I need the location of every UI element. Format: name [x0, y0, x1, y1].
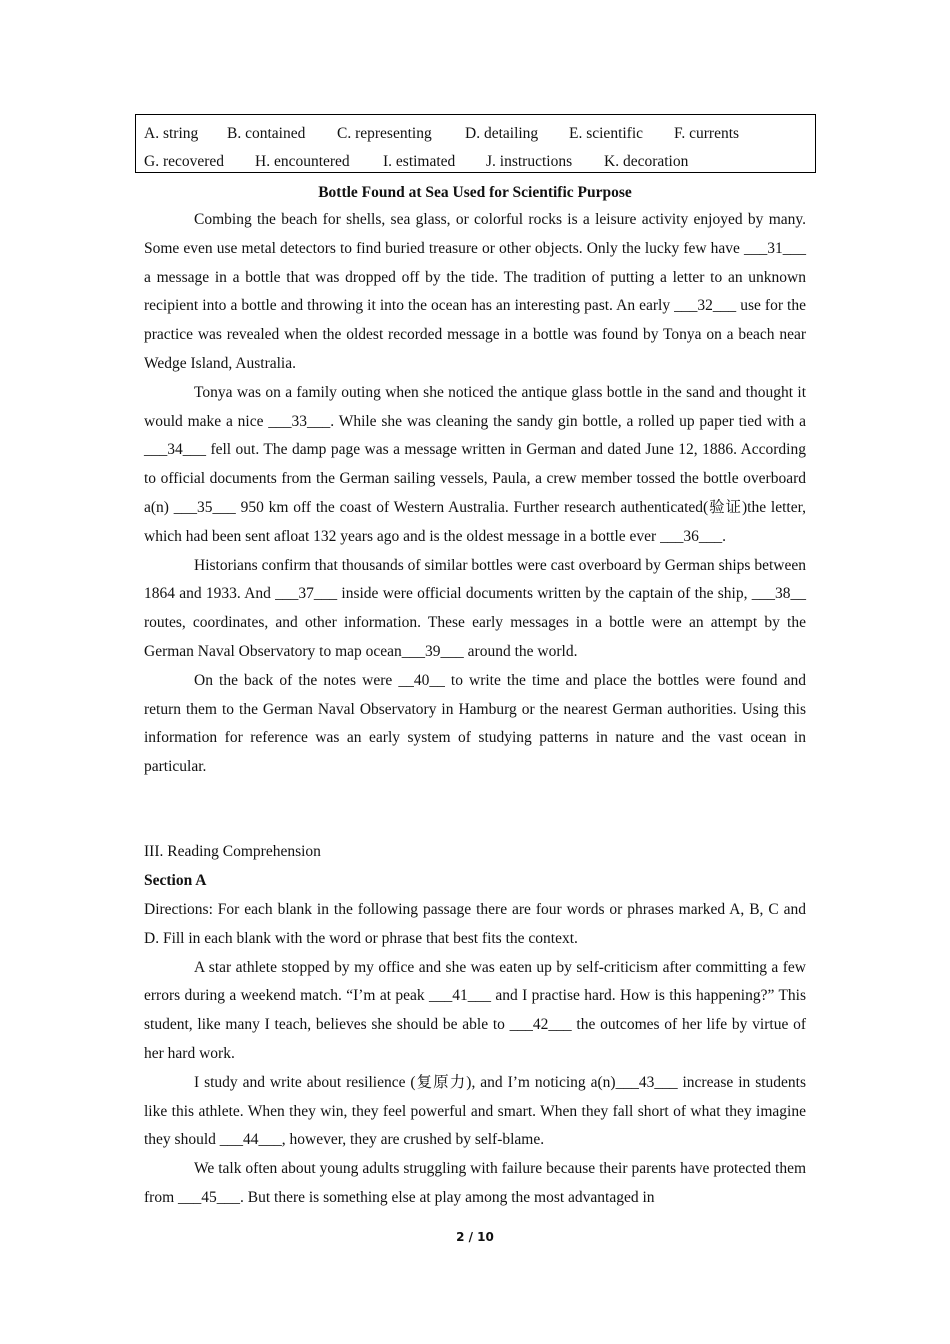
reading-paragraph-1: A star athlete stopped by my office and she was eaten up by self-criticism after committing a few errors during a weekend match. “I’m at peak ___41___ and I practise hard. How is this happening?” This student, like many I teach, believes she should be able to ___42___ the outcomes of her life by virtue of her hard work. — [144, 958, 806, 1062]
word-option: A. string — [144, 125, 199, 142]
directions-text: Directions: For each blank in the following passage there are four words or phrases marked A, B, C and D. Fill in each blank with the word or phrase that best fits the context. — [144, 901, 806, 947]
word-option: J. instructions — [486, 153, 573, 170]
part-heading: III. Reading Comprehension — [144, 843, 321, 860]
page-number: 2 / 10 — [456, 1230, 494, 1244]
passage-title: Bottle Found at Sea Used for Scientific Purpose — [318, 184, 632, 201]
section-heading: Section A — [144, 872, 207, 889]
reading-passage — [144, 896, 806, 1213]
cloze-paragraph-4: On the back of the notes were __40__ to write the time and place the bottles were found and return them to the German Naval Observatory in Hamburg or the nearest German authorities. Using this information for reference was an early system of studying patterns in nature and the vast ocean in particular. — [144, 671, 806, 776]
cloze-paragraph-3: Historians confirm that thousands of similar bottles were cast overboard by German ships between 1864 and 1933. And ___37___ inside were official documents written by the captain of the ship, ___38__ routes, coordinates, and other information. These early messages in a bottle were an attempt by the German Naval Observatory to map ocean___39___ around the world. — [144, 556, 806, 660]
reading-paragraph-2: I study and write about resilience (复原力), and I’m noticing a(n)___43___ increase in students like this athlete. When they win, they feel powerful and smart. When they fall short of what they imagine they should ___44___, however, they are crushed by self-blame. — [144, 1073, 806, 1149]
word-option: G. recovered — [144, 153, 225, 170]
word-option: D. detailing — [465, 125, 539, 142]
word-option: C. representing — [337, 125, 432, 142]
reading-paragraph-3: We talk often about young adults struggling with failure because their parents have protected them from ___45___. But there is something else at play among the most advantaged in — [144, 1160, 806, 1206]
word-option: E. scientific — [569, 125, 644, 142]
cloze-paragraph-2: Tonya was on a family outing when she noticed the antique glass bottle in the sand and thought it would make a nice ___33___. While she was cleaning the sandy gin bottle, a rolled up paper tied with a ___34___ fell out. The damp page was a message written in German and dated June 12, 1886. According to official documents from the German sailing vessels, Paula, a crew member tossed the bottle overboard a(n) ___35___ 950 km off the coast of Western Australia. Further research authenticated(验证)the letter, which had been sent afloat 132 years ago and is the oldest message in a bottle ever ___36___. — [144, 383, 806, 545]
word-option: B. contained — [227, 125, 306, 142]
word-option: F. currents — [674, 125, 740, 142]
word-option: I. estimated — [383, 153, 456, 170]
cloze-passage — [144, 206, 806, 782]
word-option: K. decoration — [604, 153, 689, 170]
word-bank-box — [135, 114, 816, 173]
cloze-paragraph-1: Combing the beach for shells, sea glass, or colorful rocks is a leisure activity enjoyed by many. Some even use metal detectors to find buried treasure or other objects. Only the lucky few have ___31___ a message in a bottle that was dropped off by the tide. The tradition of putting a letter to an unknown recipient into a bottle and throwing it into the ocean has an interesting past. An early ___32___ use for the practice was revealed when the oldest recorded message in a bottle was found by Tonya on a beach near Wedge Island, Australia. — [144, 211, 806, 372]
word-option: H. encountered — [255, 153, 350, 170]
